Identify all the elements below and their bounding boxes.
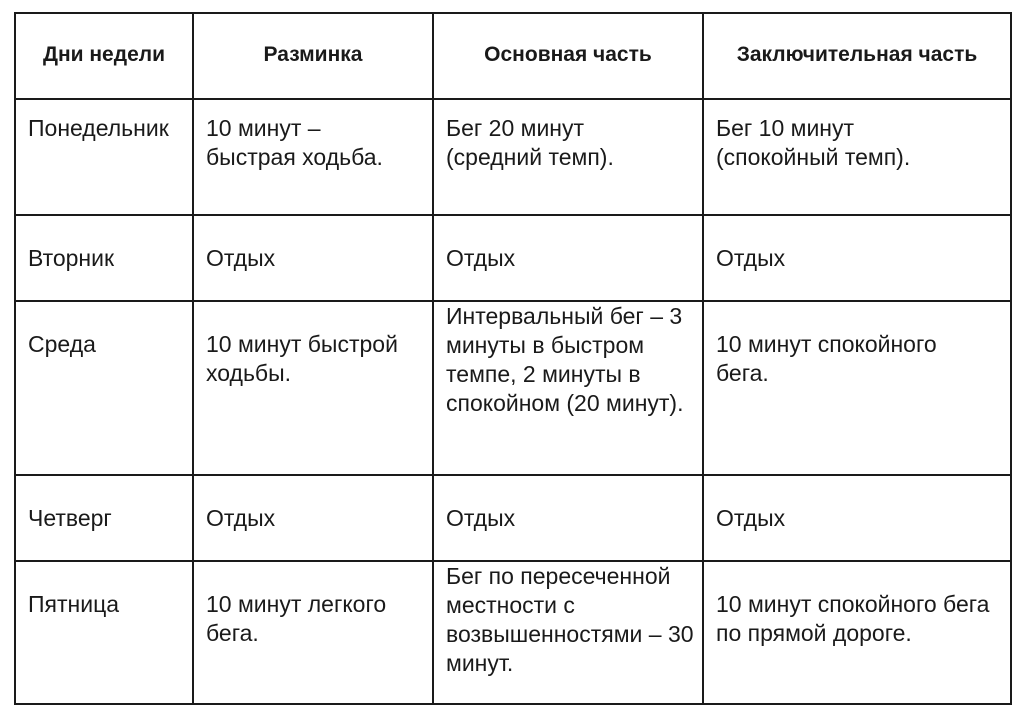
main-cell: Бег по пересеченной местности с возвышенностями – 30 минут.: [433, 561, 703, 704]
final-cell: 10 минут спокойного бега.: [703, 301, 1011, 475]
table-row: [15, 475, 1011, 561]
day-cell: Понедельник: [15, 99, 193, 215]
table-row: [15, 561, 1011, 704]
final-cell: 10 минут спокойного бега по прямой дороге.: [703, 561, 1011, 704]
warmup-cell: 10 минут – быстрая ходьба.: [193, 99, 433, 215]
table-row: [15, 301, 1011, 475]
day-cell: Среда: [15, 301, 193, 475]
main-cell: Отдых: [433, 215, 703, 301]
main-cell: Отдых: [433, 475, 703, 561]
warmup-cell: 10 минут быстрой ходьбы.: [193, 301, 433, 475]
header-days: Дни недели: [15, 13, 193, 99]
header-final: Заключительная часть: [703, 13, 1011, 99]
final-cell: Отдых: [703, 475, 1011, 561]
warmup-cell: Отдых: [193, 215, 433, 301]
training-schedule-table: [14, 12, 1012, 705]
warmup-cell: 10 минут легкого бега.: [193, 561, 433, 704]
main-cell: Интервальный бег – 3 минуты в быстром темпе, 2 минуты в спокойном (20 минут).: [433, 301, 703, 475]
day-cell: Вторник: [15, 215, 193, 301]
main-cell: Бег 20 минут (средний темп).: [433, 99, 703, 215]
table-row: [15, 215, 1011, 301]
day-cell: Пятница: [15, 561, 193, 704]
table-row: [15, 99, 1011, 215]
header-main: Основная часть: [433, 13, 703, 99]
final-cell: Бег 10 минут (спокойный темп).: [703, 99, 1011, 215]
final-cell: Отдых: [703, 215, 1011, 301]
warmup-cell: Отдых: [193, 475, 433, 561]
header-warmup: Разминка: [193, 13, 433, 99]
table-header-row: [15, 13, 1011, 99]
day-cell: Четверг: [15, 475, 193, 561]
